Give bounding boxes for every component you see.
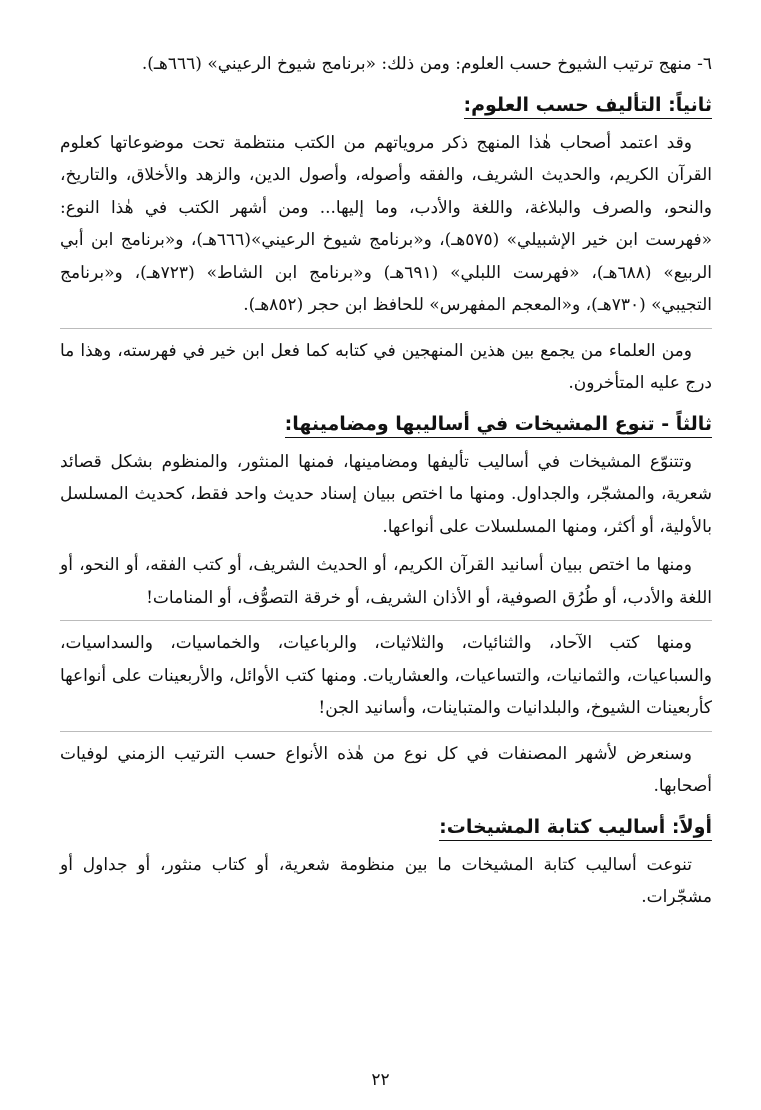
- heading-first-text: أولاً: أساليب كتابة المشيخات:: [439, 816, 712, 841]
- divider: [60, 328, 712, 329]
- heading-first: [60, 809, 712, 845]
- divider: [60, 731, 712, 732]
- page-body: [60, 48, 712, 920]
- page-number: ٢٢: [371, 1070, 390, 1090]
- heading-second: [60, 87, 712, 123]
- paragraph-numbered-collections: ومنها كتب الآحاد، والثنائيات، والثلاثيات، والرباعيات، والخماسيات، والسداسيات، والسباعيات، والثمانيات، والتساعيات، والعشاريات. ومنها كتب الأوائل، والأربعينات على أنواعها كأربعينات الشيوخ، والبلدانيات والمتباينات، وأسانيد الجن!: [60, 633, 712, 718]
- paragraph-styles: وتتنوّع المشيخات في أساليب تأليفها ومضامينها، فمنها المنثور، والمنظوم بشكل قصائد شعرية، والمشجّر، والجداول. ومنها ما اختص ببيان إسناد حديث واحد فقط، كحديث المسلسل بالأولية، أو أكثر، ومنها المسلسلات على أنواعها.: [60, 451, 712, 537]
- heading-third: [60, 406, 712, 442]
- paragraph-method-6: ٦- منهج ترتيب الشيوخ حسب العلوم: ومن ذلك: «برنامج شيوخ الرعيني» (٦٦٦هـ).: [141, 54, 712, 74]
- paragraph-chronology: وسنعرض لأشهر المصنفات في كل نوع من هٰذه الأنواع حسب الترتيب الزمني لوفيات أصحابها.: [60, 743, 712, 796]
- divider: [60, 620, 712, 621]
- paragraph-writing-styles: تنوعت أساليب كتابة المشيخات ما بين منظومة شعرية، أو كتاب منثور، أو جداول أو مشجّرات.: [60, 854, 712, 907]
- paragraph-chains: ومنها ما اختص ببيان أسانيد القرآن الكريم، أو الحديث الشريف، أو كتب الفقه، أو النحو، أو اللغة والأدب، أو طُرُق الصوفية، أو الأذان الشريف، أو خرقة التصوُّف، أو المنامات!: [60, 555, 712, 608]
- heading-second-text: ثانياً: التأليف حسب العلوم:: [464, 94, 713, 119]
- paragraph-combined-methods: ومن العلماء من يجمع بين هذين المنهجين في كتابه كما فعل ابن خير في فهرسته، وهذا ما درج عليه المتأخرون.: [60, 340, 712, 393]
- heading-third-text: ثالثاً - تنوع المشيخات في أساليبها ومضامينها:: [285, 413, 712, 438]
- paragraph-subject-method: وقد اعتمد أصحاب هٰذا المنهج ذكر مروياتهم من الكتب منتظمة تحت موضوعاتها كعلوم القرآن الكريم، والحديث الشريف، والفقه وأصوله، وأصول الدين، والزهد والأخلاق، والتاريخ، والنحو، والصرف والبلاغة، واللغة والأدب، وما إليها... ومن أشهر الكتب في هٰذا النوع: «فهرست ابن خير الإشبيلي» (٥٧٥هـ)، و«برنامج شيوخ الرعيني»(٦٦٦هـ)، و«برنامج ابن أبي الربيع» (٦٨٨هـ)، «فهرست اللبلي» (٦٩١هـ) و«برنامج ابن الشاط» (٧٢٣هـ)، و«برنامج التجيبي» (٧٣٠هـ)، و«المعجم المفهرس» للحافظ ابن حجر (٨٥٢هـ).: [60, 132, 712, 315]
